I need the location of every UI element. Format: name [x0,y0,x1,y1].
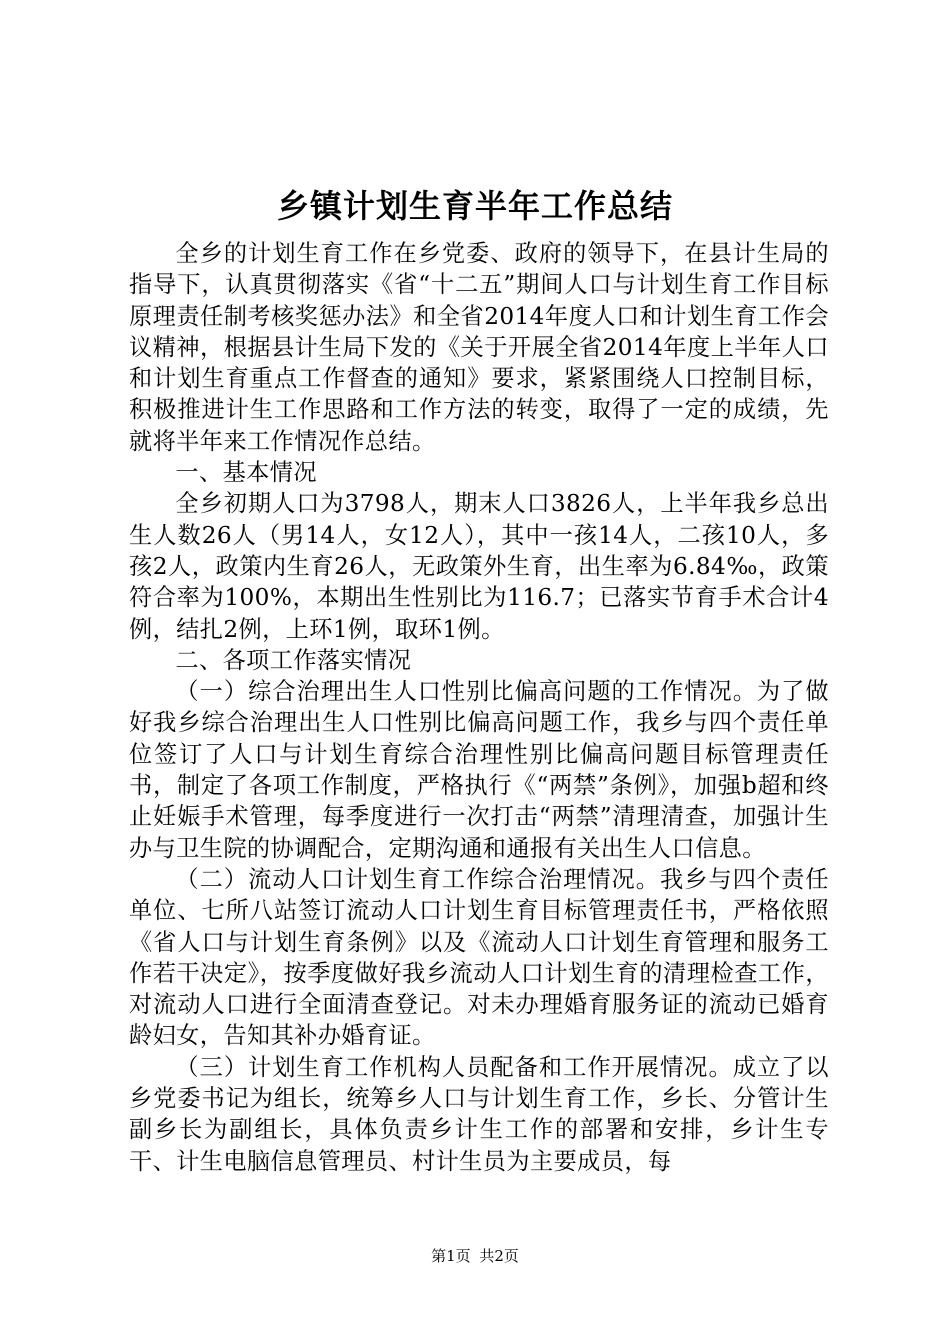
document-body [129,238,829,1177]
work-item-3-paragraph: （三）计划生育工作机构人员配备和工作开展情况。成立了以乡党委书记为组长，统筹乡人口与计划生育工作，乡长、分管计生副乡长为副组长，具体负责乡计生工作的部署和安排，乡计生专干、计生电脑信息管理员、村计生员为主要成员，每 [129,1053,829,1175]
work-item-2-paragraph: （二）流动人口计划生育工作综合治理情况。我乡与四个责任单位、七所八站签订流动人口计划生育目标管理责任书，严格依照《省人口与计划生育条例》以及《流动人口计划生育管理和服务工作若干决定》，按季度做好我乡流动人口计划生育的清理检查工作，对流动人口进行全面清查登记。对未办理婚育服务证的流动已婚育龄妇女，告知其补办婚育证。 [129,865,829,1050]
page-number: 第1页 [431,1247,471,1265]
document-title: 乡镇计划生育半年工作总结 [276,187,673,225]
section-heading-work-implementation: 二、各项工作落实情况 [175,646,412,674]
basic-situation-paragraph: 全乡初期人口为3798人，期末人口3826人，上半年我乡总出生人数26人（男14人，女12人），其中一孩14人，二孩10人，多孩2人，政策内生育26人，无政策外生育，出生率为6.84‰，政策符合率为100%，本期出生性别比为116.7；已落实节育手术合计4例，结扎2例，上环1例，取环1例。 [129,490,829,643]
intro-paragraph: 全乡的计划生育工作在乡党委、政府的领导下，在县计生局的指导下，认真贯彻落实《省“十二五”期间人口与计划生育工作目标原理责任制考核奖惩办法》和全省2014年度人口和计划生育工作会议精神，根据县计生局下发的《关于开展全省2014年度上半年人口和计划生育重点工作督查的通知》要求，紧紧围绕人口控制目标，积极推进计生工作思路和工作方法的转变，取得了一定的成绩，先就将半年来工作情况作总结。 [129,240,829,455]
work-item-1-paragraph: （一）综合治理出生人口性别比偏高问题的工作情况。为了做好我乡综合治理出生人口性别比偏高问题工作，我乡与四个责任单位签订了人口与计划生育综合治理性别比偏高问题目标管理责任书，制定了各项工作制度，严格执行《“两禁”条例》，加强b超和终止妊娠手术管理，每季度进行一次打击“两禁”清理清查，加强计生办与卫生院的协调配合，定期沟通和通报有关出生人口信息。 [129,678,829,862]
section-heading-basic-situation: 一、基本情况 [175,459,317,487]
page-footer [0,1246,950,1266]
page-total: 共2页 [479,1247,519,1265]
